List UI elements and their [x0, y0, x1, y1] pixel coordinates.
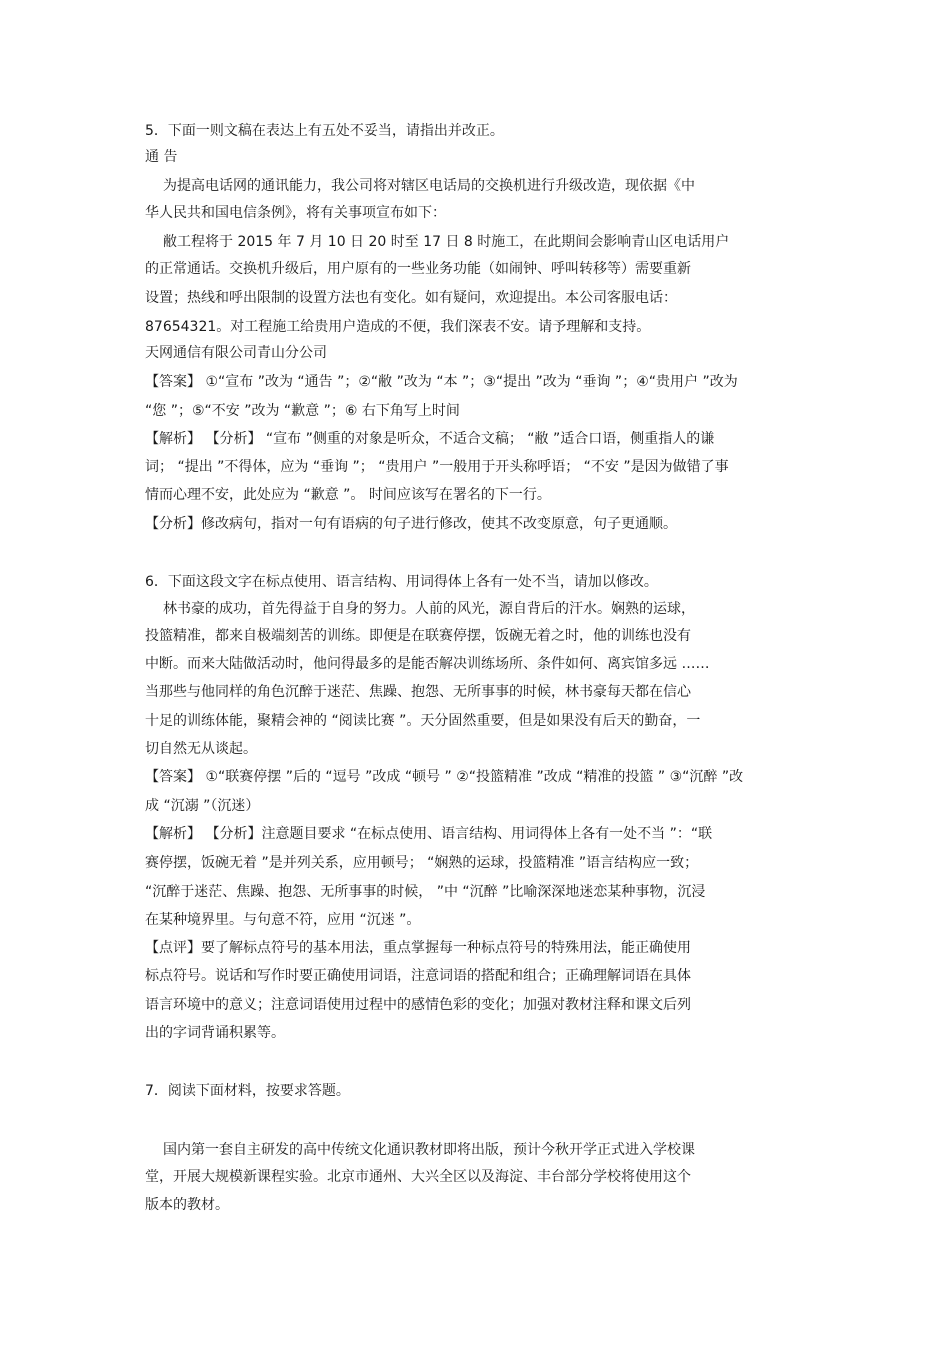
- question-6-analysis-line-1: 【解析】 【分析】注意题目要求 “在标点使用、语言结构、用词得体上各有一处不当 ”：“联: [145, 826, 713, 842]
- notice-paragraph-1-line-2: 华人民共和国电信条例》，将有关事项宣布如下：: [145, 205, 446, 221]
- question-6-title: 6．下面这段文字在标点使用、语言结构、用词得体上各有一处不当，请加以修改。: [145, 574, 658, 590]
- question-6-comment-line-3: 语言环境中的意义；注意词语使用过程中的感情色彩的变化；加强对教材注释和课文后列: [145, 997, 691, 1013]
- question-6-passage-line-5: 十足的训练体能，聚精会神的 “阅读比赛 ”。天分固然重要，但是如果没有后天的勤奋，一: [145, 713, 701, 729]
- question-6-passage-line-1: 林书豪的成功，首先得益于自身的努力。人前的风光，源自背后的汗水。娴熟的运球，: [163, 601, 695, 617]
- notice-paragraph-2-line-3: 设置；热线和呼出限制的设置方法也有变化。如有疑问，欢迎提出。本公司客服电话：: [145, 290, 677, 306]
- question-6-answer-line-2: 成 “沉溺 ”（沉迷）: [145, 798, 260, 814]
- question-6-answer-line-1: 【答案】 ①“联赛停摆 ”后的 “逗号 ”改成 “顿号 ” ②“投篮精准 ”改成 “精准的投篮 ” ③“沉醉 ”改: [145, 769, 744, 785]
- question-5-analysis-line-1: 【解析】 【分析】 “宣布 ”侧重的对象是听众，不适合文稿； “敝 ”适合口语，侧重指人的谦: [145, 431, 715, 447]
- question-6-analysis-line-4: 在某种境界里。与句意不符，应用 “沉迷 ”。: [145, 912, 421, 928]
- question-7-material-line-3: 版本的教材。: [145, 1197, 229, 1213]
- question-7-title: 7．阅读下面材料，按要求答题。: [145, 1083, 350, 1099]
- question-5-analysis-line-3: 情而心理不安，此处应为 “歉意 ”。 时间应该写在署名的下一行。: [145, 487, 551, 503]
- notice-paragraph-2-line-4: 87654321。对工程施工给贵用户造成的不便，我们深表不安。请予理解和支持。: [145, 319, 651, 335]
- question-5-analysis-line-2: 词； “提出 ”不得体，应为 “垂询 ”； “贵用户 ”一般用于开头称呼语； “不安 ”是因为做错了事: [145, 459, 729, 475]
- question-5-answer-line-1: 【答案】 ①“宣布 ”改为 “通告 ”；②“敝 ”改为 “本 ”；③“提出 ”改为 “垂询 ”；④“贵用户 ”改为: [145, 374, 738, 390]
- question-7-material-line-2: 堂，开展大规模新课程实验。北京市通州、大兴全区以及海淀、丰台部分学校将使用这个: [145, 1169, 691, 1185]
- question-6-analysis-line-3: “沉醉于迷茫、焦躁、抱怨、无所事事的时候， ”中 “沉醉 ”比喻深深地迷恋某种事物，沉浸: [145, 884, 706, 900]
- question-6-passage-line-3: 中断。而来大陆做活动时，他问得最多的是能否解决训练场所、条件如何、离宾馆多远 ……: [145, 656, 710, 672]
- question-5-analysis-line-4: 【分析】修改病句，指对一句有语病的句子进行修改，使其不改变原意，句子更通顺。: [145, 516, 677, 532]
- question-5-answer-line-2: “您 ”；⑤“不安 ”改为 “歉意 ”；⑥ 右下角写上时间: [145, 403, 460, 419]
- question-7-material-line-1: 国内第一套自主研发的高中传统文化通识教材即将出版，预计今秋开学正式进入学校课: [163, 1142, 695, 1158]
- question-6-passage-line-4: 当那些与他同样的角色沉醉于迷茫、焦躁、抱怨、无所事事的时候，林书豪每天都在信心: [145, 684, 691, 700]
- question-5-title: 5．下面一则文稿在表达上有五处不妥当，请指出并改正。: [145, 123, 504, 139]
- question-6-comment-line-2: 标点符号。说话和写作时要正确使用词语，注意词语的搭配和组合；正确理解词语在具体: [145, 968, 691, 984]
- question-6-comment-line-4: 出的字词背诵积累等。: [145, 1025, 285, 1041]
- notice-heading: 通 告: [145, 149, 178, 165]
- question-6-comment-line-1: 【点评】要了解标点符号的基本用法，重点掌握每一种标点符号的特殊用法，能正确使用: [145, 940, 691, 956]
- notice-paragraph-1-line-1: 为提高电话网的通讯能力，我公司将对辖区电话局的交换机进行升级改造，现依据《中: [163, 178, 695, 194]
- notice-paragraph-2-line-2: 的正常通话。交换机升级后，用户原有的一些业务功能（如闹钟、呼叫转移等）需要重新: [145, 261, 691, 277]
- question-6-passage-line-2: 投篮精准，都来自极端刻苦的训练。即便是在联赛停摆，饭碗无着之时，他的训练也没有: [145, 628, 691, 644]
- notice-signature: 天网通信有限公司青山分公司: [145, 345, 327, 361]
- question-6-analysis-line-2: 赛停摆，饭碗无着 ”是并列关系，应用顿号； “娴熟的运球，投篮精准 ”语言结构应一致；: [145, 855, 699, 871]
- question-6-passage-line-6: 切自然无从谈起。: [145, 741, 257, 757]
- notice-paragraph-2-line-1: 敝工程将于 2015 年 7 月 10 日 20 时至 17 日 8 时施工，在此期间会影响青山区电话用户: [163, 234, 730, 250]
